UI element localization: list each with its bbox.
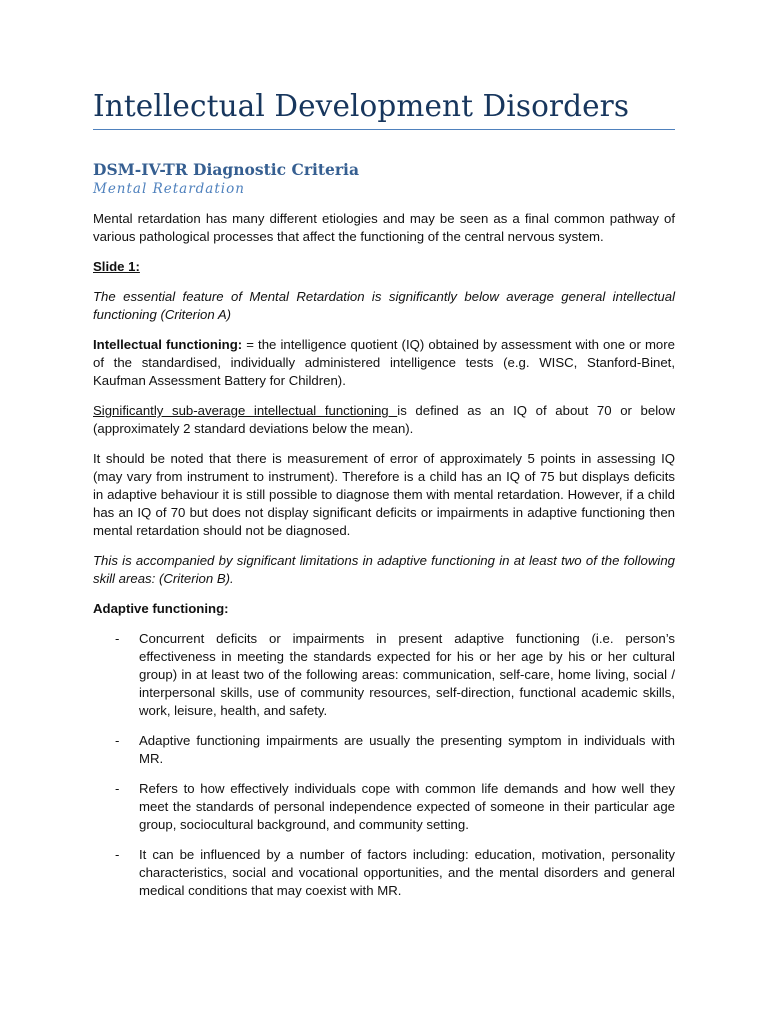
intellectual-functioning-paragraph — [93, 336, 675, 390]
intro-paragraph: Mental retardation has many different etiologies and may be seen as a final common pathway of various pathological processes that affect the functioning of the central nervous system. — [93, 211, 675, 244]
criterion-b-paragraph: This is accompanied by significant limitations in adaptive functioning in at least two of the following skill areas: (Criterion B). — [93, 553, 675, 586]
sub-average-text: is defined as an IQ of about 70 or below (approximately 2 standard deviations below the mean). — [93, 403, 675, 436]
dash-bullet: - — [115, 733, 120, 748]
sub-average-paragraph — [93, 402, 675, 438]
section-subheading: Mental Retardation — [93, 181, 245, 197]
section-heading: DSM-IV-TR Diagnostic Criteria — [93, 160, 359, 179]
adaptive-list — [93, 630, 675, 900]
measurement-note-paragraph: It should be noted that there is measurement of error of approximately 5 points in assessing IQ (may vary from instrument to instrument). Therefore is a child has an IQ of 75 but displays deficits in adaptive behaviour it is still possible to diagnose them with mental retardation. However, if a child has an IQ of 70 but does not display significant deficits or impairments in adaptive functioning then mental retardation should not be diagnosed. — [93, 451, 675, 538]
list-item-text: Adaptive functioning impairments are usually the presenting symptom in individuals with MR. — [139, 733, 675, 766]
intellectual-functioning-label: Intellectual functioning: — [93, 337, 243, 352]
slide-label-paragraph — [93, 258, 675, 276]
adaptive-label-paragraph — [93, 600, 675, 618]
dash-bullet: - — [115, 631, 120, 646]
list-item — [93, 732, 675, 768]
slide-label: Slide 1: — [93, 259, 140, 274]
list-item — [93, 630, 675, 720]
intellectual-functioning-text: = the intelligence quotient (IQ) obtained by assessment with one or more of the standardised, individually administered intelligence tests (e.g. WISC, Stanford-Binet, Kaufman Assessment Battery for Children). — [93, 337, 675, 388]
essential-feature-paragraph: The essential feature of Mental Retardation is significantly below average general intellectual functioning (Criterion A) — [93, 289, 675, 322]
document-body — [93, 159, 675, 912]
document-title: Intellectual Development Disorders — [93, 89, 630, 123]
list-item-text: It can be influenced by a number of factors including: education, motivation, personality characteristics, social and vocational opportunities, and the mental disorders and general medical conditions that may coexist with MR. — [139, 847, 675, 898]
list-item-text: Concurrent deficits or impairments in present adaptive functioning (i.e. person’s effectiveness in meeting the standards expected for his or her age by his or her cultural group) in at least two of the following areas: communication, self-care, home living, social / interpersonal skills, use of community resources, self-direction, functional academic skills, work, leisure, health, and safety. — [139, 631, 675, 718]
adaptive-functioning-label: Adaptive functioning: — [93, 601, 229, 616]
dash-bullet: - — [115, 781, 120, 796]
sub-average-label: Significantly sub-average intellectual functioning — [93, 403, 398, 418]
list-item — [93, 780, 675, 834]
title-divider — [93, 129, 675, 130]
list-item-text: Refers to how effectively individuals cope with common life demands and how well they meet the standards of personal independence expected of someone in their particular age group, sociocultural background, and community setting. — [139, 781, 675, 832]
list-item — [93, 846, 675, 900]
dash-bullet: - — [115, 847, 120, 862]
